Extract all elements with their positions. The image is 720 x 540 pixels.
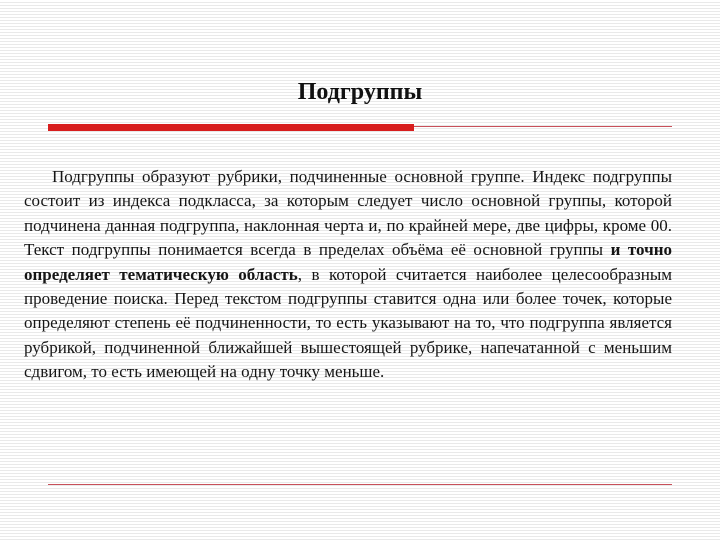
body-text-part-1: Подгруппы образуют рубрики, подчиненные основной группе. Индекс подгруппы состоит из индекса подкласса, за которым следует число основной группы, которой подчинена данная подгруппа, наклонная черта и, по крайней мере, две цифры, кроме 00. Текст подгруппы понимается всегда в пределах объёма её основной группы [24, 167, 672, 260]
body-paragraph [24, 165, 672, 385]
footer-divider [48, 484, 672, 485]
body-text-bold: и точно определяет тематическую область [24, 240, 672, 284]
body-text-part-2: , в которой считается наиболее целесообразным проведение поиска. Перед текстом подгруппы ставится одна или более точек, которые определяют степень её подчиненности, то есть указывают на то, что подгруппа является рубрикой, подчиненной ближайшей вышестоящей рубрике, напечатанной с меньшим сдвигом, то есть имеющей на одну точку меньше. [24, 264, 673, 382]
slide-title-container [0, 76, 720, 108]
slide-title: Подгруппы [297, 79, 423, 105]
title-accent-bar [48, 124, 414, 131]
